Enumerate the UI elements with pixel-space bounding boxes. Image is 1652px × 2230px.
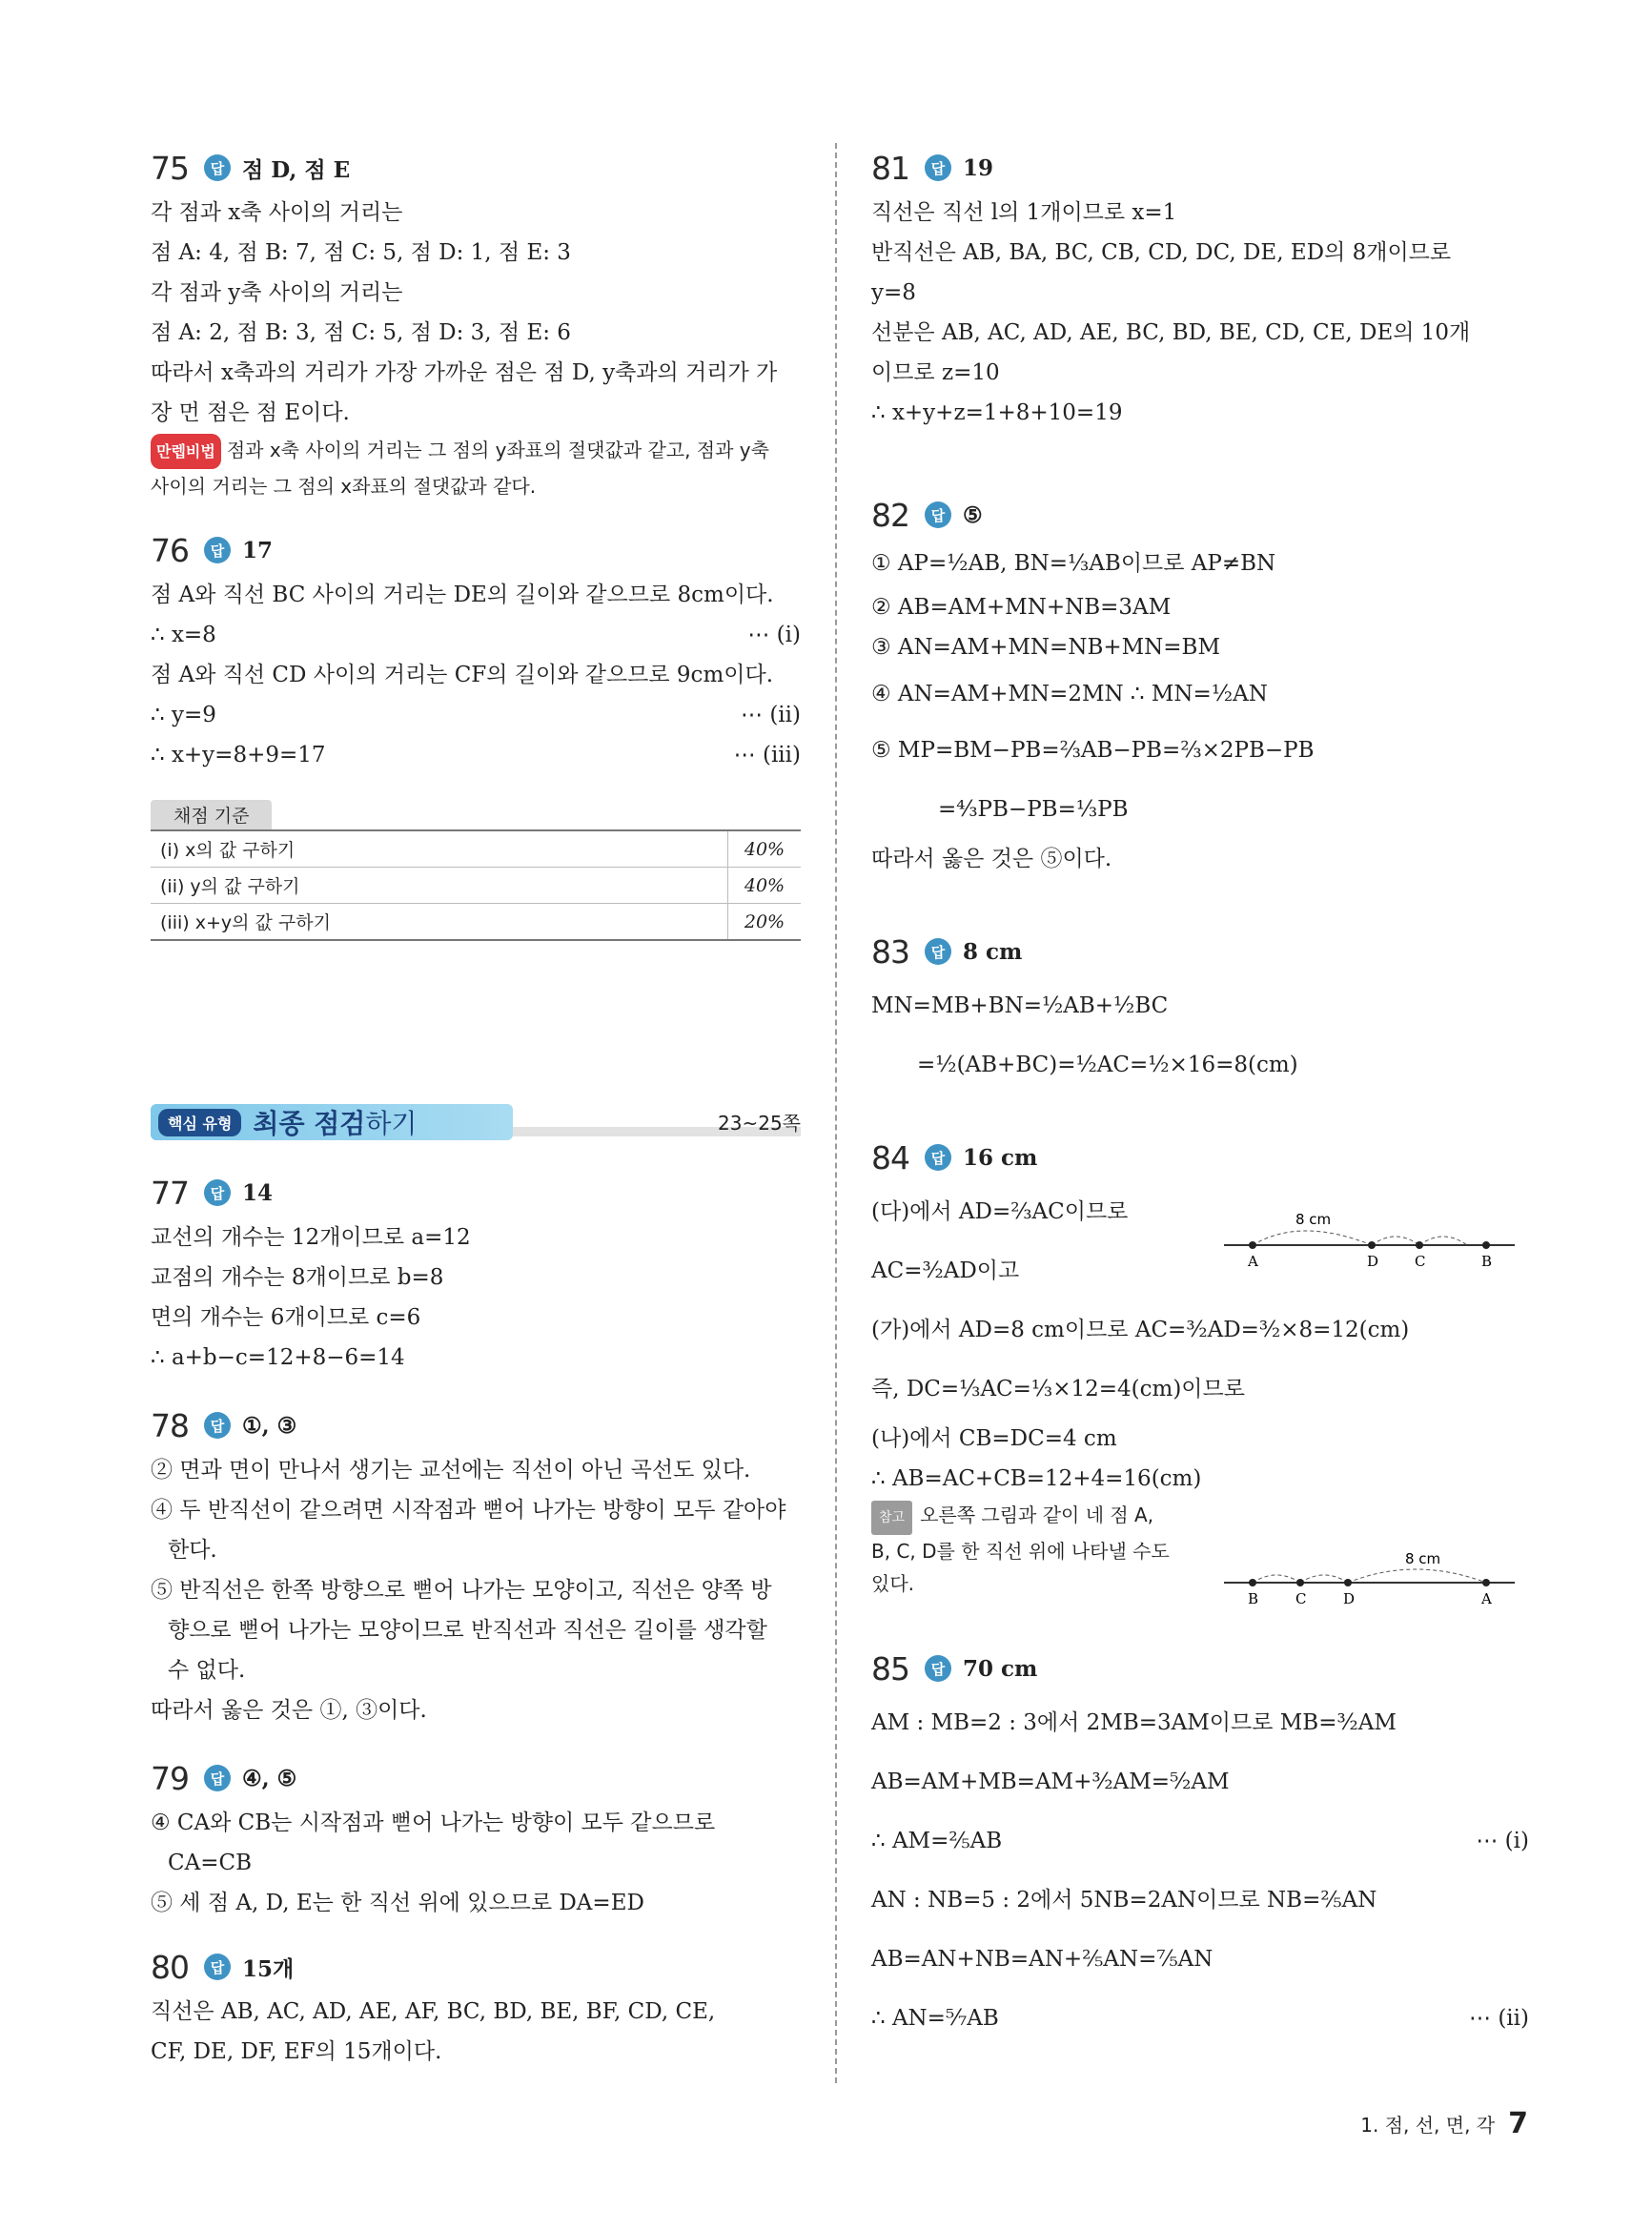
solution-line: 점 A와 직선 CD 사이의 거리는 CF의 길이와 같으므로 9cm이다. xyxy=(151,663,773,687)
tip-label: 만렙비법 xyxy=(151,434,221,469)
answer-badge: 답 xyxy=(925,1144,951,1171)
right-column xyxy=(871,143,1529,2048)
solution-line: (나)에서 CB=DC=4 cm xyxy=(871,1426,1117,1451)
solution-line: 교점의 개수는 8개이므로 b=8 xyxy=(151,1265,444,1290)
page-number: 7 xyxy=(1508,2107,1528,2140)
left-column xyxy=(151,143,801,941)
solution-line: 향으로 뻗어 나가는 모양이므로 반직선과 직선은 길이를 생각할 xyxy=(168,1618,767,1643)
solution-line: 각 점과 y축 사이의 거리는 xyxy=(151,280,403,305)
number-line-figure-2 xyxy=(1224,1550,1519,1617)
solution-line: ∴ x=8 ⋯ (i) xyxy=(151,623,801,647)
figure-distance-label: 8 cm xyxy=(1295,1211,1332,1228)
table-row: (ii) y의 값 구하기 40% xyxy=(151,868,801,904)
solution-line: 직선은 직선 l의 1개이므로 x=1 xyxy=(871,200,1177,225)
problem-78 xyxy=(151,1401,801,1730)
solution-line: ∴ AM=⅖AB ⋯ (i) xyxy=(871,1829,1529,1853)
problem-79 xyxy=(151,1753,801,1923)
problem-82 xyxy=(871,490,1529,879)
solution-line: CF, DE, DF, EF의 15개이다. xyxy=(151,2039,442,2064)
solution-line: ⑤ 반직선은 한쪽 방향으로 뻗어 나가는 모양이고, 직선은 양쪽 방 xyxy=(151,1578,772,1603)
answer-text: 70 cm xyxy=(963,1655,1038,1682)
problem-number: 75 xyxy=(151,149,189,187)
svg-text:D: D xyxy=(1343,1590,1356,1607)
reference-label: 참고 xyxy=(871,1501,912,1535)
svg-text:B: B xyxy=(1481,1253,1493,1270)
answer-badge: 답 xyxy=(925,154,951,181)
solution-line: ∴ a+b−c=12+8−6=14 xyxy=(151,1345,405,1370)
svg-text:C: C xyxy=(1295,1590,1307,1607)
banner-pages: 23~25쪽 xyxy=(718,1112,801,1135)
answer-text: 15개 xyxy=(242,1955,295,1982)
table-row: (iii) x+y의 값 구하기 20% xyxy=(151,904,801,941)
svg-text:A: A xyxy=(1481,1590,1492,1607)
problem-number: 82 xyxy=(871,496,909,534)
number-line-figure-1 xyxy=(1224,1209,1519,1276)
tip-box xyxy=(151,433,801,504)
answer-badge: 답 xyxy=(925,501,951,528)
solution-line: ② 면과 면이 만나서 생기는 교선에는 직선이 아닌 곡선도 있다. xyxy=(151,1458,751,1483)
solution-line: ④ AN=AM+MN=2MN ∴ MN=½AN xyxy=(871,682,1268,706)
solution-line: (다)에서 AD=⅔AC이므로 xyxy=(871,1199,1129,1224)
solution-line: ④ 두 반직선이 같으려면 시작점과 뻗어 나가는 방향이 모두 같아야 xyxy=(151,1498,786,1523)
solution-line: 한다. xyxy=(168,1538,217,1563)
table-row: (i) x의 값 구하기 40% xyxy=(151,830,801,868)
answer-text: 19 xyxy=(963,154,994,181)
solution-line: ∴ AN=⁵⁄₇AB ⋯ (ii) xyxy=(871,2006,1529,2031)
solution-line: ∴ x+y+z=1+8+10=19 xyxy=(871,400,1123,425)
tip-line: 사이의 거리는 그 점의 x좌표의 절댓값과 같다. xyxy=(151,475,537,498)
answer-text: 점 D, 점 E xyxy=(242,156,351,183)
problem-85 xyxy=(871,1644,1529,2048)
solution-line: ④ CA와 CB는 시작점과 뻗어 나가는 방향이 모두 같으므로 xyxy=(151,1811,716,1835)
banner-title: 최종 점검하기 xyxy=(253,1108,418,1139)
reference-note: 참고 오른쪽 그림과 같이 네 점 A, B, C, D를 한 직선 위에 나타낼 수도 있다. xyxy=(871,1499,1214,1600)
problem-83 xyxy=(871,927,1529,1095)
solution-line: 즉, DC=⅓AC=⅓×12=4(cm)이므로 xyxy=(871,1377,1245,1401)
problem-number: 80 xyxy=(151,1948,189,1986)
solution-line: AN : NB=5 : 2에서 5NB=2AN이므로 NB=⅖AN xyxy=(871,1888,1377,1913)
column-divider xyxy=(835,143,837,2083)
solution-line: ② AB=AM+MN+NB=3AM xyxy=(871,595,1172,620)
chapter-title: 1. 점, 선, 면, 각 xyxy=(1360,2114,1496,2137)
solution-line: =⁴⁄₃PB−PB=⅓PB xyxy=(938,797,1129,822)
solution-line: 점 A: 2, 점 B: 3, 점 C: 5, 점 D: 3, 점 E: 6 xyxy=(151,320,571,345)
solution-line: 점 A: 4, 점 B: 7, 점 C: 5, 점 D: 1, 점 E: 3 xyxy=(151,240,571,265)
answer-text: ④, ⑤ xyxy=(242,1765,297,1791)
problem-80 xyxy=(151,1942,801,2072)
answer-badge: 답 xyxy=(925,938,951,965)
solution-line: y=8 xyxy=(871,280,916,305)
svg-text:C: C xyxy=(1415,1253,1426,1270)
solution-line: ∴ y=9 ⋯ (ii) xyxy=(151,703,801,727)
solution-line: 이므로 z=10 xyxy=(871,360,1000,385)
solution-line: 따라서 x축과의 거리가 가장 가까운 점은 점 D, y축과의 거리가 가 xyxy=(151,360,778,385)
answer-badge: 답 xyxy=(204,1765,231,1791)
solution-line: ⑤ MP=BM−PB=⅔AB−PB=⅔×2PB−PB xyxy=(871,738,1315,763)
section-banner xyxy=(151,1104,801,1144)
answer-text: 14 xyxy=(242,1179,274,1206)
page-footer xyxy=(1360,2107,1528,2140)
svg-text:A: A xyxy=(1248,1253,1258,1270)
svg-text:B: B xyxy=(1248,1590,1259,1607)
answer-badge: 답 xyxy=(204,537,231,563)
scoring-title: 채점 기준 xyxy=(151,800,272,829)
answer-text: ①, ③ xyxy=(242,1412,297,1439)
answer-badge: 답 xyxy=(204,1412,231,1439)
tip-line: 점과 x축 사이의 거리는 그 점의 y좌표의 절댓값과 같고, 점과 y축 xyxy=(226,439,769,461)
problem-number: 78 xyxy=(151,1406,189,1444)
solution-line: 점 A와 직선 BC 사이의 거리는 DE의 길이와 같으므로 8cm이다. xyxy=(151,583,774,607)
answer-text: ⑤ xyxy=(963,501,983,528)
solution-line: 장 먼 점은 점 E이다. xyxy=(151,400,350,425)
answer-text: 17 xyxy=(242,537,274,563)
answer-badge: 답 xyxy=(204,154,231,181)
solution-line: AB=AM+MB=AM+³⁄₂AM=⁵⁄₂AM xyxy=(871,1770,1230,1794)
solution-line: ① AP=½AB, BN=⅓AB이므로 AP≠BN xyxy=(871,551,1276,576)
solution-line: 수 없다. xyxy=(168,1658,246,1683)
problem-number: 79 xyxy=(151,1759,189,1797)
scoring-table xyxy=(151,800,801,941)
solution-line: =½(AB+BC)=½AC=½×16=8(cm) xyxy=(917,1053,1298,1077)
solution-line: 면의 개수는 6개이므로 c=6 xyxy=(151,1305,421,1330)
solution-line: 각 점과 x축 사이의 거리는 xyxy=(151,200,403,225)
solution-line: 직선은 AB, AC, AD, AE, AF, BC, BD, BE, BF, CD, CE, xyxy=(151,1999,716,2024)
banner-tag: 핵심 유형 xyxy=(158,1109,241,1136)
solution-line: (가)에서 AD=8 cm이므로 AC=³⁄₂AD=³⁄₂×8=12(cm) xyxy=(871,1318,1410,1342)
problem-number: 77 xyxy=(151,1174,189,1212)
solution-line: ③ AN=AM+MN=NB+MN=BM xyxy=(871,635,1221,660)
answer-text: 16 cm xyxy=(963,1144,1038,1171)
solution-line: AM : MB=2 : 3에서 2MB=3AM이므로 MB=³⁄₂AM xyxy=(871,1710,1397,1735)
problem-77 xyxy=(151,1168,801,1378)
solution-line: 따라서 옳은 것은 ①, ③이다. xyxy=(151,1698,427,1723)
solution-line: 반직선은 AB, BA, BC, CB, CD, DC, DE, ED의 8개이므로 xyxy=(871,240,1452,265)
problem-76 xyxy=(151,525,801,941)
solution-line: MN=MB+BN=½AB+½BC xyxy=(871,993,1169,1018)
solution-line: AC=³⁄₂AD이고 xyxy=(871,1258,1020,1283)
left-column-lower xyxy=(151,1168,801,2072)
solution-line: 선분은 AB, AC, AD, AE, BC, BD, BE, CD, CE, DE의 10개 xyxy=(871,320,1471,345)
answer-badge: 답 xyxy=(204,1179,231,1206)
problem-number: 81 xyxy=(871,149,909,187)
problem-number: 84 xyxy=(871,1138,909,1176)
svg-text:D: D xyxy=(1367,1253,1379,1270)
answer-text: 8 cm xyxy=(963,938,1023,965)
solution-line: 따라서 옳은 것은 ⑤이다. xyxy=(871,847,1112,871)
solution-line: ∴ x+y=8+9=17 ⋯ (iii) xyxy=(151,743,801,767)
figure-distance-label: 8 cm xyxy=(1405,1550,1441,1567)
solution-line: 교선의 개수는 12개이므로 a=12 xyxy=(151,1225,471,1250)
solution-line: ⑤ 세 점 A, D, E는 한 직선 위에 있으므로 DA=ED xyxy=(151,1891,644,1915)
problem-number: 83 xyxy=(871,932,909,971)
answer-badge: 답 xyxy=(925,1655,951,1682)
solution-line: AB=AN+NB=AN+⅖AN=⁷⁄₅AN xyxy=(871,1947,1214,1972)
problem-number: 76 xyxy=(151,531,189,569)
problem-75 xyxy=(151,143,801,504)
problem-81 xyxy=(871,143,1529,433)
answer-badge: 답 xyxy=(204,1954,231,1980)
solution-line: CA=CB xyxy=(168,1851,252,1875)
solution-line: ∴ AB=AC+CB=12+4=16(cm) xyxy=(871,1466,1202,1491)
problem-number: 85 xyxy=(871,1649,909,1688)
problem-84 xyxy=(871,1133,1529,1607)
